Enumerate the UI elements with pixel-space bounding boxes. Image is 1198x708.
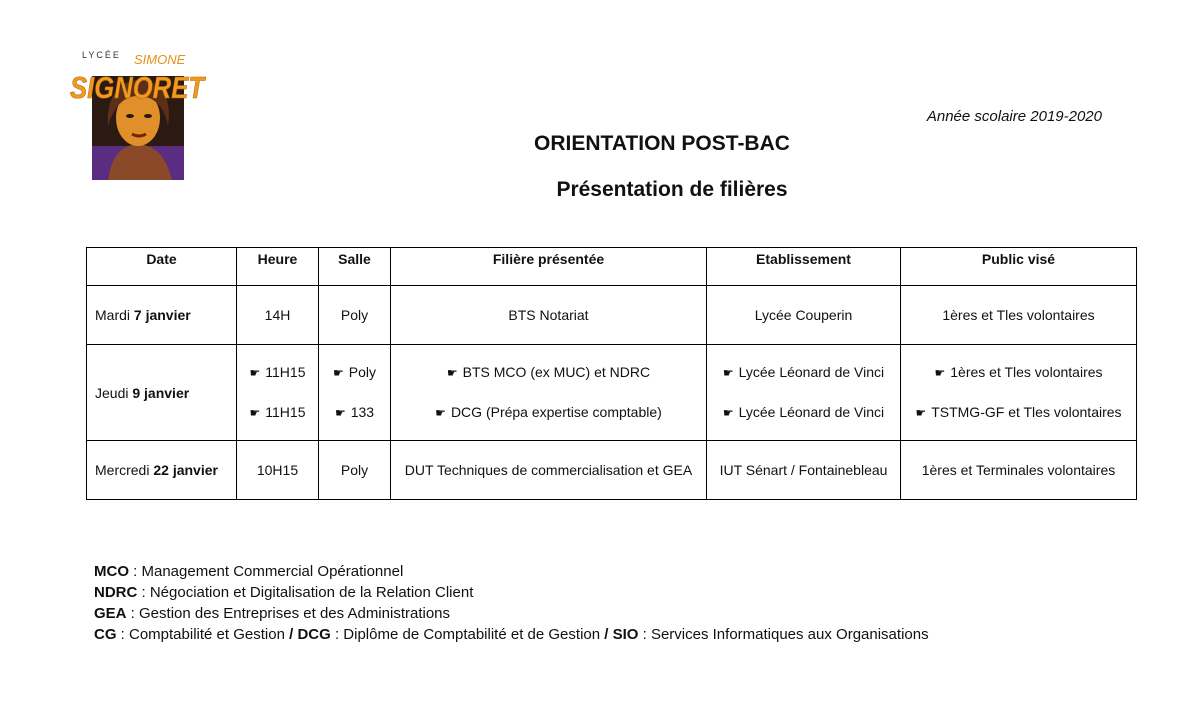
legend-abbr: MCO — [94, 563, 129, 580]
room-cell: Poly — [319, 441, 391, 500]
pointing-hand-icon: ☛ — [722, 406, 734, 420]
school-logo — [68, 46, 208, 182]
time-value: 11H15 — [265, 364, 306, 380]
pointing-hand-icon: ☛ — [249, 366, 261, 380]
school-cell: Lycée Couperin — [707, 286, 901, 345]
date-day: Mercredi — [95, 462, 154, 478]
logo-small-text: LYCÉE — [82, 50, 121, 60]
time-cell: 10H15 — [237, 441, 319, 500]
audience-cell: 1ères et Terminales volontaires — [901, 441, 1137, 500]
program-cell: DUT Techniques de commercialisation et GEA — [391, 441, 707, 500]
school-value: Lycée Léonard de Vinci — [738, 404, 885, 420]
page-title: ORIENTATION POST-BAC — [534, 132, 790, 155]
date-cell — [87, 345, 237, 441]
program-cell — [391, 345, 707, 441]
legend-line — [94, 561, 929, 582]
room-value: Poly — [348, 364, 376, 380]
legend-line — [94, 582, 929, 603]
room-cell: Poly — [319, 286, 391, 345]
audience-value: 1ères et Tles volontaires — [950, 364, 1103, 380]
schedule-table — [86, 247, 1137, 500]
legend-abbr: NDRC — [94, 584, 138, 601]
audience-cell: 1ères et Tles volontaires — [901, 286, 1137, 345]
column-header: Public visé — [901, 248, 1137, 286]
room-cell — [319, 345, 391, 441]
date-value: 22 janvier — [153, 462, 218, 478]
date-day: Jeudi — [95, 384, 133, 401]
legend-line — [94, 624, 929, 645]
date-value: 7 janvier — [133, 307, 191, 323]
program-cell: BTS Notariat — [391, 286, 707, 345]
column-header: Etablissement — [707, 248, 901, 286]
column-header: Salle — [319, 248, 391, 286]
date-cell — [87, 441, 237, 500]
program-value: DCG (Prépa expertise comptable) — [450, 404, 662, 420]
legend-abbr: DCG — [297, 626, 331, 643]
audience-value: TSTMG-GF et Tles volontaires — [931, 404, 1122, 420]
logo-last-name: SIGNORET — [70, 70, 207, 105]
table-row — [87, 286, 1137, 345]
table-header-row — [87, 248, 1137, 286]
legend-separator: / — [289, 626, 294, 643]
legend-abbr: SIO — [612, 626, 639, 643]
legend-definition: : Comptabilité et Gestion — [116, 626, 290, 643]
school-year: Année scolaire 2019-2020 — [926, 108, 1102, 125]
legend-abbr: CG — [94, 626, 117, 643]
column-header: Date — [87, 248, 237, 286]
table-row — [87, 441, 1137, 500]
logo-first-name: SIMONE — [134, 52, 186, 67]
legend-definition: : Management Commercial Opérationnel — [129, 563, 404, 580]
room-value: 133 — [350, 404, 375, 420]
date-cell — [87, 286, 237, 345]
pointing-hand-icon: ☛ — [333, 366, 344, 380]
column-header: Filière présentée — [391, 248, 707, 286]
abbreviation-legend — [94, 561, 929, 645]
legend-abbr: GEA — [94, 605, 127, 622]
program-value: BTS MCO (ex MUC) et NDRC — [462, 364, 651, 380]
date-value: 9 janvier — [132, 384, 190, 401]
legend-definition: : Services Informatiques aux Organisations — [638, 626, 929, 643]
legend-definition: : Gestion des Entreprises et des Administrations — [126, 605, 451, 622]
legend-line — [94, 603, 929, 624]
pointing-hand-icon: ☛ — [334, 406, 346, 420]
time-value: 11H15 — [265, 404, 306, 420]
pointing-hand-icon: ☛ — [915, 406, 927, 420]
legend-separator: / — [604, 626, 609, 643]
pointing-hand-icon: ☛ — [722, 366, 734, 380]
pointing-hand-icon: ☛ — [934, 366, 946, 380]
legend-definition: : Négociation et Digitalisation de la Relation Client — [137, 584, 474, 601]
time-cell: 14H — [237, 286, 319, 345]
date-day: Mardi — [95, 307, 134, 323]
column-header: Heure — [237, 248, 319, 286]
pointing-hand-icon: ☛ — [249, 406, 261, 420]
pointing-hand-icon: ☛ — [446, 366, 458, 380]
school-value: Lycée Léonard de Vinci — [738, 364, 885, 380]
table-row — [87, 345, 1137, 441]
pointing-hand-icon: ☛ — [435, 406, 446, 420]
school-cell — [707, 345, 901, 441]
legend-definition: : Diplôme de Comptabilité et de Gestion — [330, 626, 605, 643]
audience-cell — [901, 345, 1137, 441]
page-subtitle: Présentation de filières — [556, 178, 788, 201]
time-cell — [237, 345, 319, 441]
school-cell: IUT Sénart / Fontainebleau — [707, 441, 901, 500]
